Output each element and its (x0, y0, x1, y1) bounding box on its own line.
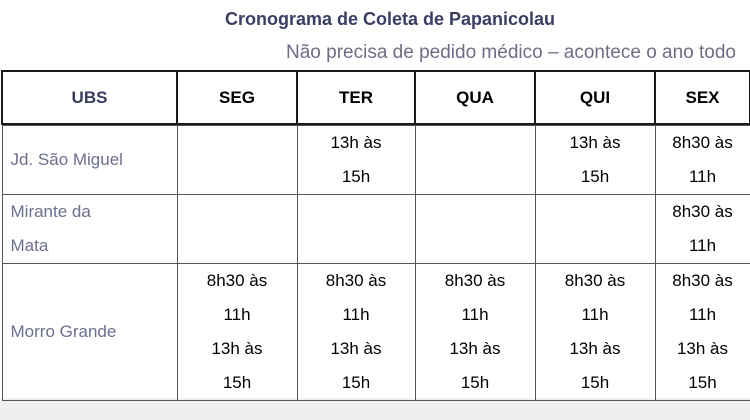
time-text: 15h (580, 373, 610, 392)
page-subtitle: Não precisa de pedido médico – acontece o ano todo (286, 42, 736, 63)
schedule-cell-qua (415, 264, 535, 401)
time-text: 15h (341, 373, 371, 392)
column-header-qui: QUI (535, 71, 655, 124)
column-header-sex: SEX (655, 71, 750, 124)
schedule-cell-qua (415, 195, 535, 264)
time-text: 15h (688, 373, 717, 392)
schedule-cell-seg (177, 264, 297, 401)
time-text: 8h30 às (206, 271, 268, 290)
time-text: 8h30 às (564, 271, 626, 290)
table-row (2, 126, 750, 195)
time-text: 11h (581, 305, 609, 324)
time-text: 13h às (211, 339, 263, 358)
time-text: 8h30 às (672, 133, 733, 152)
time-text: 13h às (449, 339, 501, 358)
time-text: 13h às (330, 339, 382, 358)
schedule-cell-qui (535, 264, 655, 401)
time-text: 11h (688, 167, 717, 186)
schedule-cell-qua (415, 126, 535, 195)
table-row (2, 264, 750, 401)
schedule-cell-sex (655, 195, 750, 264)
time-text: 8h30 às (325, 271, 387, 290)
time-text: 8h30 às (672, 271, 733, 290)
time-text: 11h (688, 305, 717, 324)
ubs-name-cell: Morro Grande (2, 264, 177, 401)
schedule-cell-qui (535, 126, 655, 195)
page-title: Cronograma de Coleta de Papanicolau (224, 9, 556, 29)
time-text: 11h (342, 305, 370, 324)
column-header-seg: SEG (177, 71, 297, 124)
schedule-cell-ter (297, 195, 415, 264)
schedule-cell-sex (655, 126, 750, 195)
time-text: 15h (341, 167, 371, 186)
schedule-cell-ter (297, 264, 415, 401)
schedule-table (1, 70, 750, 401)
table-header-row (2, 71, 750, 124)
schedule-cell-seg (177, 126, 297, 195)
time-text: 13h às (676, 339, 729, 358)
time-text: 13h às (330, 133, 382, 152)
time-text: 13h às (569, 133, 621, 152)
time-text: 11h (461, 305, 489, 324)
ubs-name-cell (2, 195, 177, 264)
time-text: 11h (688, 236, 717, 255)
time-text: 15h (222, 373, 252, 392)
time-text: 15h (460, 373, 490, 392)
schedule-cell-qui (535, 195, 655, 264)
ubs-name-line: Mirante da (10, 202, 91, 221)
ubs-name-cell: Jd. São Miguel (2, 126, 177, 195)
column-header-ubs: UBS (2, 71, 177, 124)
time-text: 8h30 às (672, 202, 733, 221)
ubs-name-line: Mata (10, 236, 49, 255)
time-text: 8h30 às (444, 271, 506, 290)
time-text: 13h às (569, 339, 621, 358)
column-header-qua: QUA (415, 71, 535, 124)
schedule-cell-ter (297, 126, 415, 195)
time-text: 15h (580, 167, 610, 186)
schedule-cell-sex (655, 264, 750, 401)
table-row (2, 195, 750, 264)
column-header-ter: TER (297, 71, 415, 124)
schedule-cell-seg (177, 195, 297, 264)
time-text: 11h (223, 305, 251, 324)
